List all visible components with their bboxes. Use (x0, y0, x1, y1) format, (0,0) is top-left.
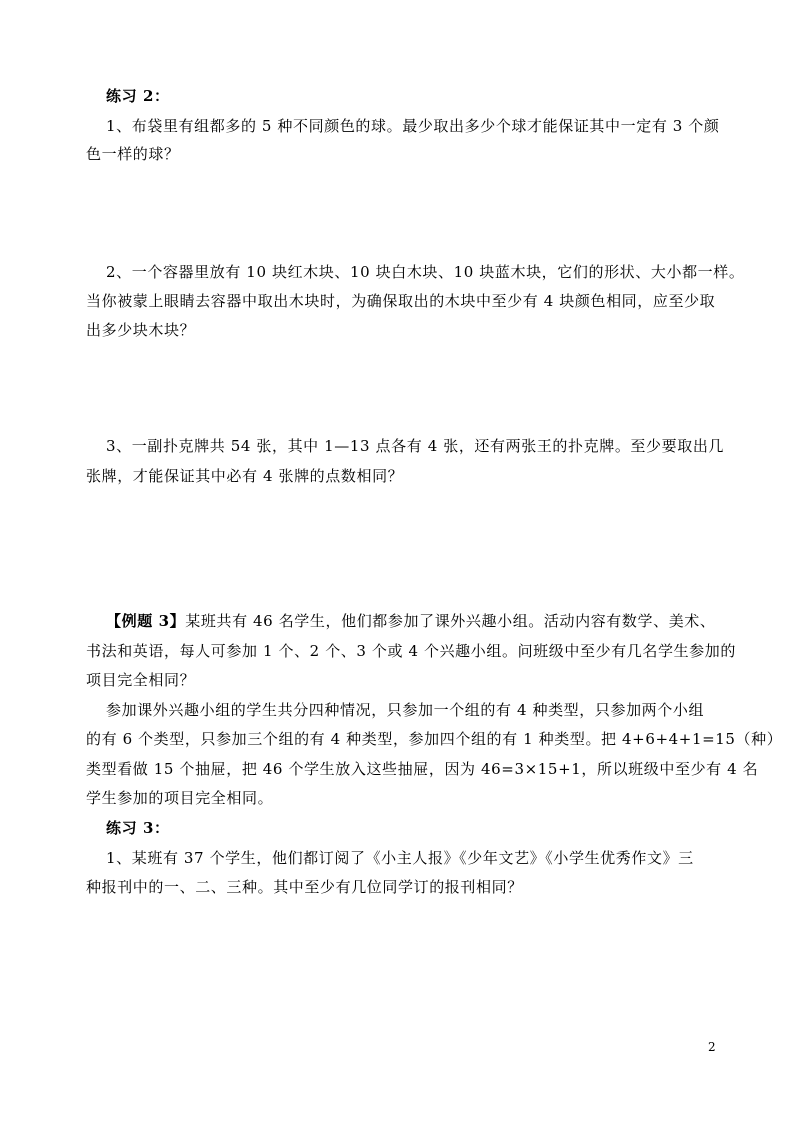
example-3-line1 (106, 611, 720, 631)
ex2-q3-line1: 3、一副扑克牌共 54 张，其中 1—13 点各有 4 张，还有两张王的扑克牌。至少要取出几 (106, 437, 725, 455)
exercise-2-heading: 练习 2： (106, 87, 170, 105)
example-3-solution-line1: 参加课外兴趣小组的学生共分四种情况，只参加一个组的有 4 种类型，只参加两个小组 (106, 701, 705, 719)
example-3-solution-line4: 学生参加的项目完全相同。 (86, 789, 274, 807)
example-3-problem-line3: 项目完全相同？ (86, 671, 196, 689)
example-3-solution-line2: 的有 6 个类型，只参加三个组的有 4 种类型，参加四个组的有 1 种类型。把 4+6+4+1=15（种） (86, 730, 783, 748)
ex3-q1-line1: 1、某班有 37 个学生，他们都订阅了《小主人报》《少年文艺》《小学生优秀作文》三 (106, 849, 694, 867)
ex2-q2-line1: 2、一个容器里放有 10 块红木块、10 块白木块、10 块蓝木块，它们的形状、大小都一样。 (106, 263, 745, 281)
ex2-q2-line2: 当你被蒙上眼睛去容器中取出木块时，为确保取出的木块中至少有 4 块颜色相同，应至少取 (86, 292, 716, 310)
example-3-problem-line1: 某班共有 46 名学生，他们都参加了课外兴趣小组。活动内容有数学、美术、 (185, 612, 716, 630)
ex2-q3-line2: 张牌，才能保证其中必有 4 张牌的点数相同？ (86, 467, 404, 485)
exercise-3-heading: 练习 3： (106, 819, 170, 837)
ex3-q1-line2: 种报刊中的一、二、三种。其中至少有几位同学订的报刊相同？ (86, 878, 523, 896)
example-3-label: 【例题 3】 (106, 612, 186, 630)
page-number: 2 (708, 1040, 716, 1054)
example-3-solution-line3: 类型看做 15 个抽屉，把 46 个学生放入这些抽屉，因为 46=3×15+1，所以班级中至少有 4 名 (86, 760, 759, 778)
ex2-q1-line1: 1、布袋里有组都多的 5 种不同颜色的球。最少取出多少个球才能保证其中一定有 3 个颜 (106, 117, 720, 135)
ex2-q1-line2: 色一样的球？ (86, 145, 180, 163)
example-3-problem-line2: 书法和英语，每人可参加 1 个、2 个、3 个或 4 个兴趣小组。问班级中至少有几名学生参加的 (86, 642, 736, 660)
ex2-q2-line3: 出多少块木块？ (86, 321, 196, 339)
